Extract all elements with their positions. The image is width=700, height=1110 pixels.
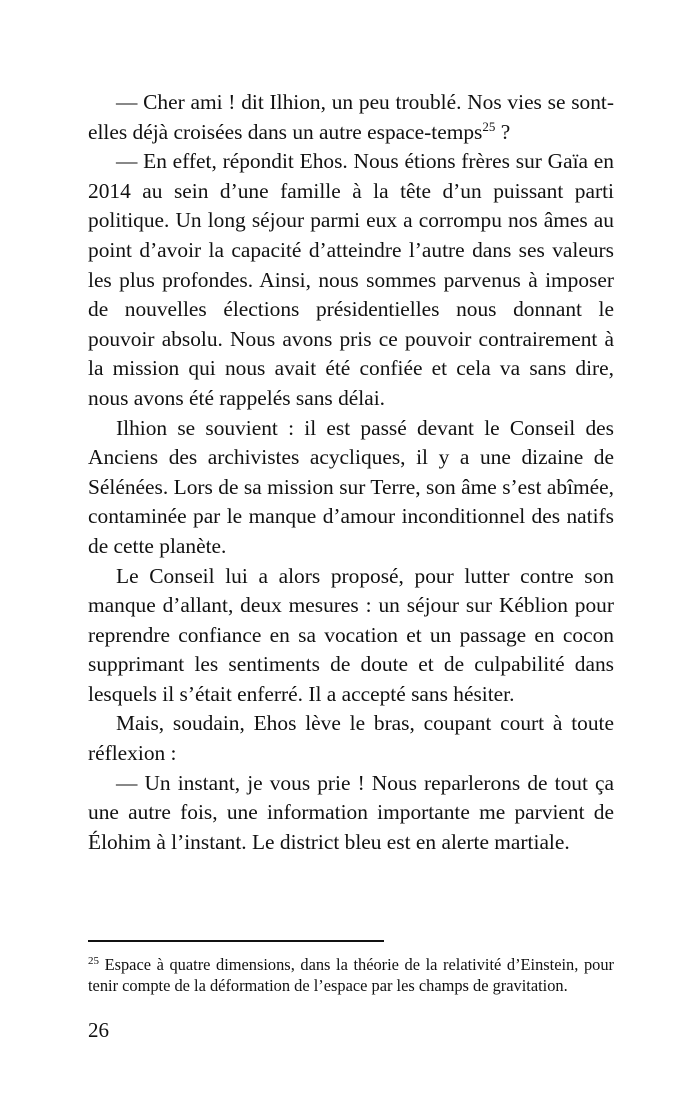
- paragraph-5: Mais, soudain, Ehos lève le bras, coupant court à toute réflexion :: [88, 711, 614, 766]
- paragraph-1: [88, 88, 614, 147]
- paragraph-6: — Un instant, je vous prie ! Nous reparlerons de tout ça une autre fois, une information importante me parvient de Élohim à l’instant. Le district bleu est en alerte martiale.: [88, 770, 614, 854]
- page-number: 26: [88, 1018, 109, 1042]
- paragraph-3: Ilhion se souvient : il est passé devant le Conseil des Anciens des archivistes acycliques, il y a une dizaine de Sélénées. Lors de sa mission sur Terre, son âme s’est abîmée, contaminée par le manque d’amour inconditionnel des natifs de cette planète.: [88, 415, 614, 558]
- footnote-marker: 25: [88, 955, 99, 967]
- footnote-reference: 25: [482, 118, 496, 134]
- paragraph-2: — En effet, répondit Ehos. Nous étions frères sur Gaïa en 2014 au sein d’une famille à la tête d’un puissant parti politique. Un long séjour parmi eux a corrompu nos âmes au point d’avoir la capacité d’atteindre l’autre dans ses valeurs les plus profondes. Ainsi, nous sommes parvenus à imposer de nouvelles élections présidentielles nous donnant le pouvoir absolu. Nous avons pris ce pouvoir contrairement à la mission qui nous avait été confiée et cela va sans dire, nous avons été rappelés sans délai.: [88, 149, 614, 410]
- paragraph-4: Le Conseil lui a alors proposé, pour lutter contre son manque d’allant, deux mesures : un séjour sur Kéblion pour reprendre confiance en sa vocation et un passage en cocon supprimant les sentiments de doute et de culpabilité dans lesquels il s’était enferré. Il a accepté sans hésiter.: [88, 563, 614, 706]
- footnote-text: Espace à quatre dimensions, dans la théorie de la relativité d’Einstein, pour tenir compte de la déformation de l’espace par les champs de gravitation.: [88, 955, 614, 995]
- paragraph-1-text: — Cher ami ! dit Ilhion, un peu troublé. Nos vies se sont-elles déjà croisées dans un autre espace-temps: [88, 90, 614, 144]
- page-body: [88, 88, 614, 857]
- footnote-separator: [88, 940, 384, 942]
- main-text: [88, 88, 614, 857]
- footnote: [88, 954, 614, 996]
- paragraph-1-tail: ?: [495, 119, 511, 144]
